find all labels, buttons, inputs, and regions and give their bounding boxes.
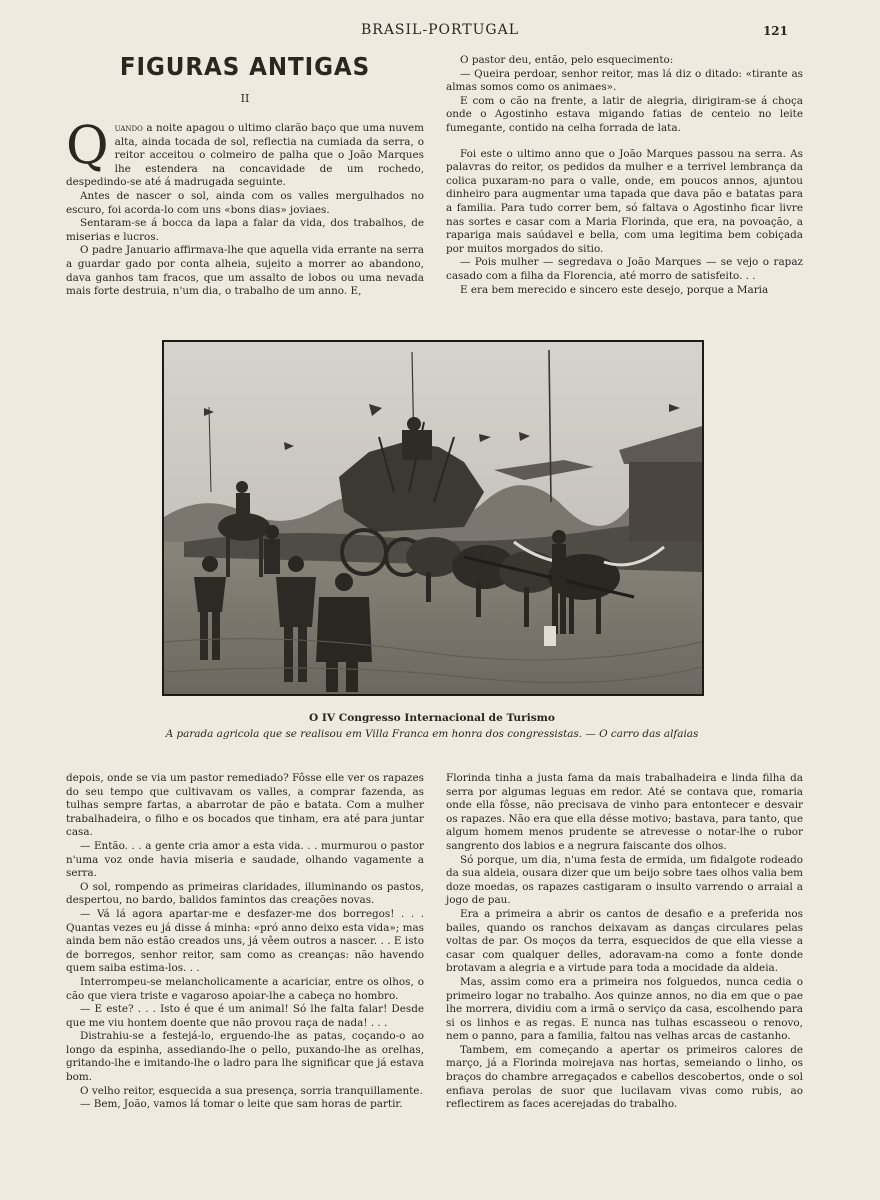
paragraph: Mas, assim como era a primeira nos folguedos, nunca cedia o primeiro logar no trabalho. Aos quinze annos, no dia em que o pae lhe morrera, dividiu com a irmã o serviço da casa, escolhendo para si os linhos e as regas. E nunca nas tulhas escasseou o renovo, nem o panno, para a familia, faltou nas velhas arcas de castanho. [446,975,803,1043]
paragraph: — Vá lá agora apartar-me e desfazer-me dos borregos! . . . Quantas vezes eu já disse á minha: «pró anno deixo esta vida»; mas ainda bem não estão creados uns, já vêem outros a nascer. . . E isto de borregos, senhor reitor, sam como as creanças: não havendo quem saiba estima-los. . . [66,907,424,975]
paragraph: — Queira perdoar, senhor reitor, mas lá diz o ditado: «tirante as almas somos como os animaes». [446,67,803,94]
paragraph: — Bem, João, vamos lá tomar o leite que sam horas de partir. [80,1098,403,1111]
running-head-title: BRASIL-PORTUGAL [360,22,519,38]
column-bottom-right [446,772,803,1112]
section-number: II [240,92,250,105]
paragraph: Sentaram-se á bocca da lapa a falar da vida, dos trabalhos, de miserias e lucros. [66,217,424,243]
column-top-left [66,116,424,299]
opening-text: a noite apagou o ultimo clarão baço que uma nuvem alta, ainda tocada de sol, reflectia na cumiada da serra, o reitor acceitou o colmeiro de palha que o João Marques lhe estendera na concavidade de um rochedo, despedindo-se até á madrugada seguinte. [66,122,424,189]
drop-cap: Q [66,116,109,176]
figure-caption-title: O IV Congresso Internacional de Turismo [309,712,555,724]
paragraph: Interrompeu-se melancholicamente a acariciar, entre os olhos, o cão que viera triste e vagaroso apoiar-lhe a cabeça no hombro. [66,975,424,1002]
opening-word: uando [114,122,143,134]
page-number: 121 [762,24,788,38]
paragraph: O pastor deu, então, pelo esquecimento: [460,54,674,66]
paragraph: — Então. . . a gente cria amor a esta vida. . . murmurou o pastor n'uma voz onde havia miseria e saudade, olhando vagamente a serra. [66,839,424,880]
paragraph: Era a primeira a abrir os cantos de desafio e a preferida nos bailes, quando os ranchos deixavam as danças circulares pelas voltas de par. Os moços da terra, esquecidos de que ella viesse a casar com qualquer delles, adoravam-na como a fonte donde brotavam a alegria e a virtude para toda a mocidade da aldeia. [446,907,803,975]
article-title: FIGURAS ANTIGAS [119,52,371,81]
paragraph: E com o cão na frente, a latir de alegria, dirigiram-se á choça onde o Agostinho estava migando fatias de centeio no leite fumegante, contido na celha forrada de lata. [446,94,803,134]
paragraph: E era bem merecido e sincero este desejo, porque a Maria [460,283,769,296]
paragraph: O padre Januario affirmava-lhe que aquella vida errante na serra a guardar gado por conta alheia, sujeito a morrer ao abandono, dava ganhos tam fracos, que um assalto de lobos ou uma nevada mais forte destruia, n'um dia, o trabalho de um anno. E, [66,244,424,298]
paragraph: depois, onde se via um pastor remediado? Fôsse elle ver os rapazes do seu tempo que cultivavam os valles, a comprar fazenda, as tulhas sempre fartas, a abarrotar de pão e batata. Com a mulher trabalhadeira, o filho e os bocados que tinham, era até para juntar casa. [66,772,424,839]
paragraph: — E este? . . . Isto é que é um animal! Só lhe falta falar! Desde que me viu hontem doente que não provou raça de nada! . . . [66,1003,424,1029]
paragraph: Florinda tinha a justa fama da mais trabalhadeira e linda filha da serra por algumas leguas em redor. Até se contava que, romaria onde ella fôsse, não precisava de vinho para entontecer e desvair os rapazes. Não era que ella désse motivo; bastava, para tanto, que algum homem menos prudente se atrevesse o notar-lhe o rubor sangrento dos labios e a negrura faiscante dos olhos. [446,772,803,852]
ox-cart-parade-image [164,342,702,694]
paragraph: O velho reitor, esquecida a sua presença, sorria tranquillamente. [80,1084,423,1097]
column-top-right [446,54,803,297]
paragraph: Só porque, um dia, n'uma festa de ermida, um fidalgote rodeado da sua aldeia, ousara dizer que um beijo sobre taes olhos valia bem doze moedas, os rapazes castigaram o insulto varrendo o arraial a jogo de pau. [446,853,803,907]
paragraph: — Pois mulher — segredava o João Marques — se vejo o rapaz casado com a filha da Florencia, até morro de satisfeito. . . [446,256,803,282]
figure-caption-text: A parada agricola que se realisou em Villa Franca em honra dos congressistas. — O carro das alfaias [165,728,699,740]
column-bottom-left [66,772,424,1112]
paragraph: O sol, rompendo as primeiras claridades, illuminando os pastos, despertou, no bardo, balidos famintos das creações novas. [66,880,424,907]
paragraph: Foi este o ultimo anno que o João Marques passou na serra. As palavras do reitor, os pedidos da mulher e a terrivel lembrança da colica puxaram-no para o valle, onde, em poucos annos, ajuntou dinheiro para augmentar uma tapada que dava pão e batatas para a familia. Para tudo correr bem, só faltava o Agostinho ficar livre nas sortes e casar com a Maria Florinda, que era, na povoação, a rapariga mais saúdavel e bella, com uma legitima bem cobiçada por muitos morgados do sitio. [446,147,803,255]
paragraph: Tambem, em começando a apertar os primeiros calores de março, já a Florinda moirejava nas hortas, semeiando o linho, os braços do chambre arregaçados e cabellos descobertos, onde o sol enfiava perolas de suor que lucilavam vivas como rubis, ao reflectirem as faces acerejadas do trabalho. [446,1043,803,1111]
paragraph: Distrahiu-se a festejá-lo, erguendo-lhe as patas, coçando-o ao longo da espinha, assediando-lhe o pello, puxando-lhe as orelhas, gritando-lhe e imitando-lhe o ladro para lhe significar que já estava bom. [66,1030,424,1084]
parade-photograph [162,340,704,696]
paragraph: Antes de nascer o sol, ainda com os valles mergulhados no escuro, foi acorda-lo com uns «bons dias» joviaes. [66,189,424,216]
opening-paragraph [66,116,424,190]
